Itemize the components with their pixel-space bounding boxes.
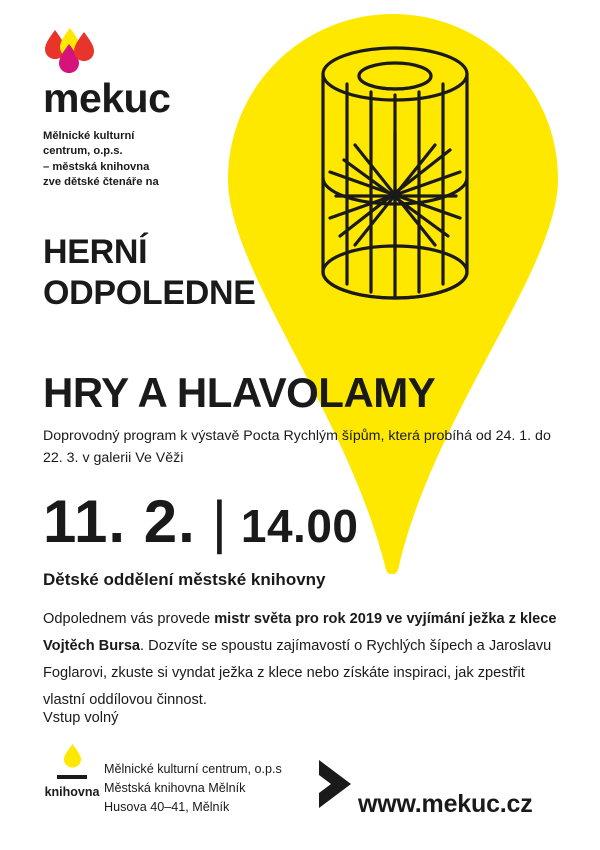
logo-wordmark: mekuc bbox=[43, 75, 171, 121]
event-kicker-line-1: HERNÍ bbox=[43, 233, 148, 271]
page-title: HRY A HLAVOLAMY bbox=[43, 369, 436, 416]
description-highlight: mistr světa pro rok 2019 ve vyjímání ježka z klece Vojtěch Bursa bbox=[43, 611, 557, 654]
organization-description bbox=[43, 129, 213, 191]
event-kicker bbox=[43, 232, 256, 315]
event-date: 11. 2. bbox=[43, 488, 196, 555]
logo-block bbox=[43, 28, 223, 191]
description-part-2: . Dozvíte se spoustu zajímavostí o Rychlých šípech a Jaroslavu Foglarovi, zkuste si vyndat ježka z klece nebo získáte inspiraci, jak zpestřit vlastní oddílovou činnost. bbox=[43, 637, 552, 708]
org-desc-line-1: Mělnické kulturní bbox=[43, 130, 135, 142]
three-drops-icon bbox=[43, 28, 95, 74]
address-line-1: Mělnické kulturní centrum, o.p.s bbox=[104, 762, 282, 776]
address-line-2: Městská knihovna Mělník bbox=[104, 780, 246, 795]
library-label: knihovna bbox=[44, 785, 100, 799]
footer-address bbox=[104, 760, 282, 817]
hedgehog-in-cage-puzzle-icon bbox=[300, 40, 490, 330]
chevron-right-icon bbox=[317, 760, 351, 808]
event-time: 14.00 bbox=[240, 500, 359, 552]
library-divider bbox=[57, 775, 87, 779]
org-desc-line-4: zve dětské čtenáře na bbox=[43, 176, 159, 189]
event-location: Dětské oddělení městské knihovny bbox=[43, 570, 326, 589]
description-part-1: Odpolednem vás provede bbox=[43, 611, 215, 627]
org-desc-line-3: – městská knihovna bbox=[43, 160, 150, 173]
event-datetime bbox=[43, 488, 359, 555]
drop-icon bbox=[64, 744, 81, 768]
datetime-separator: | bbox=[211, 490, 227, 555]
event-kicker-line-2: ODPOLEDNE bbox=[43, 274, 256, 313]
address-line-3: Husova 40–41, Mělník bbox=[104, 799, 230, 814]
library-mark bbox=[43, 744, 101, 799]
admission-note: Vstup volný bbox=[43, 710, 119, 726]
event-subtitle: Doprovodný program k výstavě Pocta Rychlým šípům, která probíhá od 24. 1. do 22. 3. v galerii Ve Věži bbox=[43, 428, 551, 467]
footer bbox=[0, 744, 600, 850]
event-description bbox=[43, 606, 558, 714]
org-desc-line-2: centrum, o.p.s. bbox=[43, 145, 123, 158]
website-url[interactable]: www.mekuc.cz bbox=[358, 790, 533, 818]
